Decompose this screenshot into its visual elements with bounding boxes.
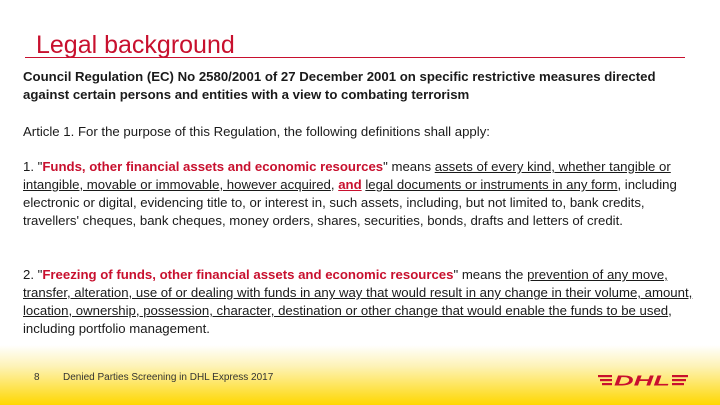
- def2-prefix: 2. ": [23, 267, 43, 282]
- def1-text-d: , including electronic or digital, evidencing title to, or interest in, such assets, including, but not limited to, bank credits, travellers' cheques, bank cheques, money orders, shares, securities, bonds, drafts and letters of credit.: [23, 177, 677, 228]
- dhl-logo: [598, 370, 688, 388]
- def1-text-b: ,: [330, 177, 339, 192]
- def1-underlined-2: legal documents or instruments in any form: [365, 177, 618, 192]
- def1-text-a: " means: [383, 159, 435, 174]
- definition-2: [23, 266, 698, 338]
- page-number: 8: [34, 372, 40, 383]
- regulation-heading: Council Regulation (EC) No 2580/2001 of 27 December 2001 on specific restrictive measures directed against certain persons and entities with a view to combating terrorism: [23, 69, 656, 102]
- def1-term: Funds, other financial assets and economic resources: [42, 159, 384, 174]
- footer-text: Denied Parties Screening in DHL Express 2017: [63, 372, 274, 383]
- dhl-logo-text: DHL: [614, 372, 670, 388]
- def1-underlined-1: assets of every kind, whether tangible or intangible, movable or immovable, however acquired: [23, 159, 671, 192]
- def2-text-a: " means the: [453, 267, 528, 282]
- article-intro: Article 1. For the purpose of this Regulation, the following definitions shall apply:: [23, 124, 490, 139]
- def1-and-word: and: [338, 177, 362, 192]
- def2-underlined-1: prevention of any move, transfer, alteration, use of or dealing with funds in any way that would result in any change in their volume, amount, location, ownership, possession, character, destination or other change that would enable the funds to be used: [23, 267, 693, 318]
- def2-text-b: , including portfolio management.: [23, 303, 672, 336]
- title-divider: [25, 57, 685, 58]
- def2-term: Freezing of funds, other financial assets and economic resources: [42, 267, 454, 282]
- definition-1: [23, 158, 698, 230]
- slide-title: Legal background: [36, 31, 235, 59]
- def1-prefix: 1. ": [23, 159, 43, 174]
